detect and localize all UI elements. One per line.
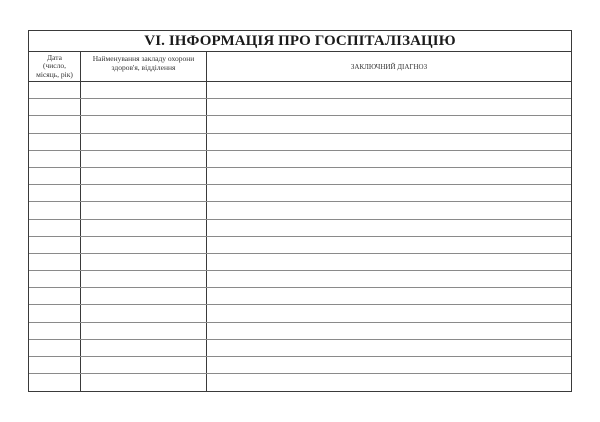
date-cell[interactable] xyxy=(29,185,81,201)
table-row xyxy=(29,99,571,116)
diagnosis-cell[interactable] xyxy=(207,82,571,98)
diagnosis-cell[interactable] xyxy=(207,134,571,150)
diagnosis-cell[interactable] xyxy=(207,185,571,201)
institution-cell[interactable] xyxy=(81,305,207,321)
diagnosis-cell[interactable] xyxy=(207,220,571,236)
date-cell[interactable] xyxy=(29,202,81,218)
diagnosis-cell[interactable] xyxy=(207,202,571,218)
date-cell[interactable] xyxy=(29,116,81,132)
date-cell[interactable] xyxy=(29,99,81,115)
table-row xyxy=(29,82,571,99)
column-header-date-line: місяць, рік) xyxy=(36,69,73,79)
table-row xyxy=(29,237,571,254)
diagnosis-cell[interactable] xyxy=(207,374,571,391)
diagnosis-cell[interactable] xyxy=(207,357,571,373)
institution-cell[interactable] xyxy=(81,134,207,150)
column-header-institution-line: Найменування закладу охорони xyxy=(92,54,195,63)
column-header-institution-line: здоров'я, відділення xyxy=(111,62,176,72)
institution-cell[interactable] xyxy=(81,357,207,373)
diagnosis-cell[interactable] xyxy=(207,271,571,287)
section-title: VI. ІНФОРМАЦІЯ ПРО ГОСПІТАЛІЗАЦІЮ xyxy=(29,31,571,52)
column-header-date xyxy=(29,52,81,82)
date-cell[interactable] xyxy=(29,271,81,287)
table-row xyxy=(29,357,571,374)
table-row xyxy=(29,254,571,271)
institution-cell[interactable] xyxy=(81,185,207,201)
date-cell[interactable] xyxy=(29,220,81,236)
date-cell[interactable] xyxy=(29,323,81,339)
table-row xyxy=(29,151,571,168)
diagnosis-cell[interactable] xyxy=(207,151,571,167)
institution-cell[interactable] xyxy=(81,82,207,98)
column-header-institution xyxy=(81,52,207,82)
institution-cell[interactable] xyxy=(81,288,207,304)
diagnosis-cell[interactable] xyxy=(207,323,571,339)
table-body xyxy=(29,82,571,392)
column-header-date-line: (число, xyxy=(43,61,66,71)
date-cell[interactable] xyxy=(29,134,81,150)
institution-cell[interactable] xyxy=(81,237,207,253)
date-cell[interactable] xyxy=(29,254,81,270)
date-cell[interactable] xyxy=(29,151,81,167)
institution-cell[interactable] xyxy=(81,374,207,391)
table-row xyxy=(29,305,571,322)
table-row xyxy=(29,220,571,237)
date-cell[interactable] xyxy=(29,237,81,253)
table-row xyxy=(29,340,571,357)
hospitalization-form xyxy=(28,30,572,392)
diagnosis-cell[interactable] xyxy=(207,99,571,115)
institution-cell[interactable] xyxy=(81,151,207,167)
diagnosis-cell[interactable] xyxy=(207,305,571,321)
table-row xyxy=(29,374,571,391)
institution-cell[interactable] xyxy=(81,202,207,218)
diagnosis-cell[interactable] xyxy=(207,168,571,184)
diagnosis-cell[interactable] xyxy=(207,116,571,132)
table-row xyxy=(29,202,571,219)
column-header-diagnosis xyxy=(207,52,571,82)
date-cell[interactable] xyxy=(29,168,81,184)
table-row xyxy=(29,271,571,288)
institution-cell[interactable] xyxy=(81,254,207,270)
date-cell[interactable] xyxy=(29,374,81,391)
institution-cell[interactable] xyxy=(81,99,207,115)
institution-cell[interactable] xyxy=(81,271,207,287)
institution-cell[interactable] xyxy=(81,340,207,356)
table-row xyxy=(29,168,571,185)
institution-cell[interactable] xyxy=(81,220,207,236)
institution-cell[interactable] xyxy=(81,116,207,132)
date-cell[interactable] xyxy=(29,305,81,321)
date-cell[interactable] xyxy=(29,340,81,356)
date-cell[interactable] xyxy=(29,357,81,373)
institution-cell[interactable] xyxy=(81,168,207,184)
diagnosis-cell[interactable] xyxy=(207,340,571,356)
table-row xyxy=(29,134,571,151)
column-header-date-line: Дата xyxy=(47,52,62,62)
institution-cell[interactable] xyxy=(81,323,207,339)
date-cell[interactable] xyxy=(29,82,81,98)
table-row xyxy=(29,323,571,340)
table-row xyxy=(29,185,571,202)
diagnosis-cell[interactable] xyxy=(207,288,571,304)
table-row xyxy=(29,288,571,305)
column-header-diagnosis-label: ЗАКЛЮЧНИЙ ДІАГНОЗ xyxy=(350,63,428,71)
date-cell[interactable] xyxy=(29,288,81,304)
table-row xyxy=(29,116,571,133)
diagnosis-cell[interactable] xyxy=(207,254,571,270)
diagnosis-cell[interactable] xyxy=(207,237,571,253)
